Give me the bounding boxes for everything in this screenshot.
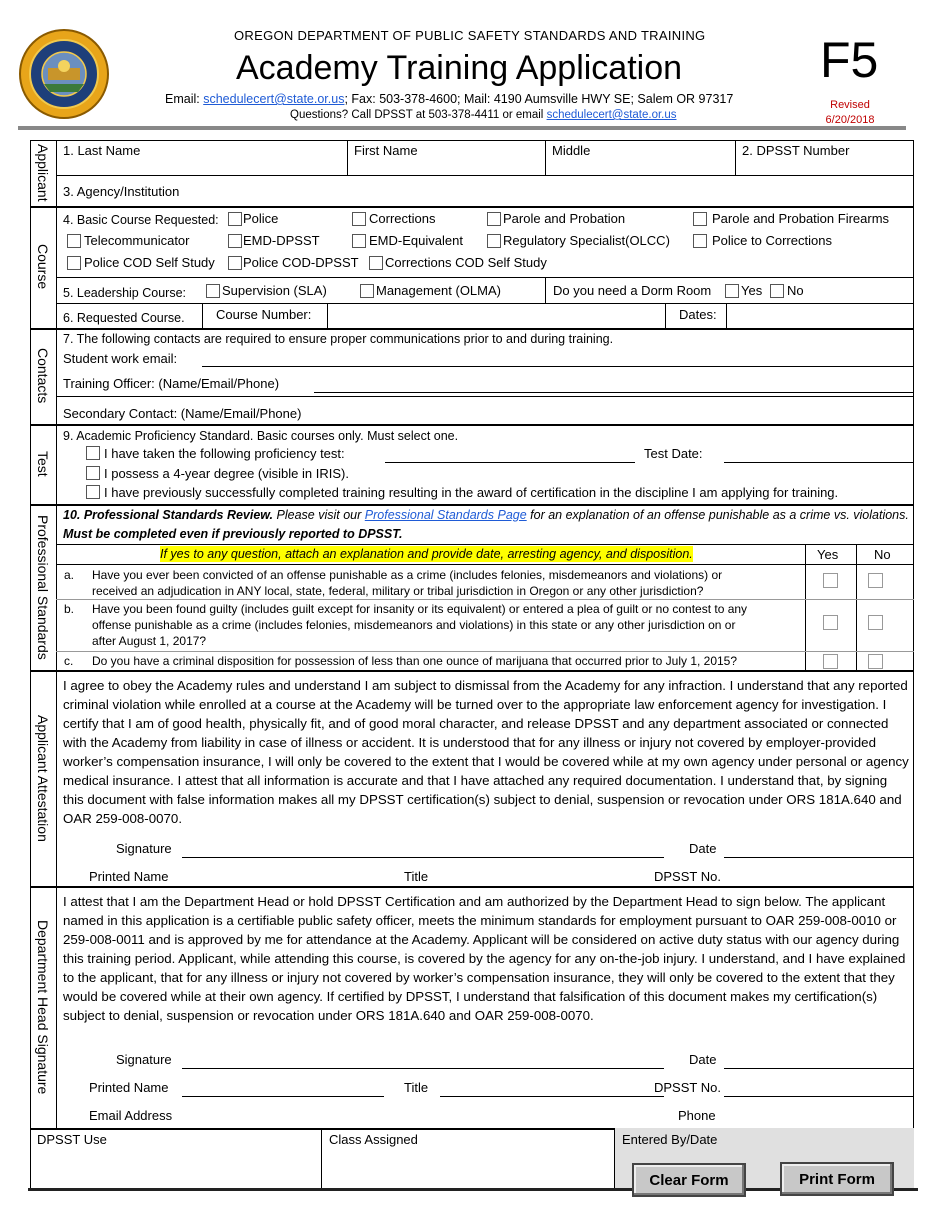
telecommunicator-checkbox[interactable] bbox=[67, 234, 81, 248]
police-label: Police bbox=[243, 211, 279, 226]
question-a-text-1: Have you ever been convicted of an offense punishable as a crime (includes felonies, misdemeanors and violations) or bbox=[92, 568, 723, 582]
corrections-label: Corrections bbox=[369, 211, 436, 226]
prior-certification-checkbox[interactable] bbox=[86, 485, 100, 499]
middle-name-label: Middle bbox=[552, 143, 591, 158]
proficiency-test-label: I have taken the following proficiency test: bbox=[104, 446, 345, 461]
section-department-head: Department Head Signature bbox=[30, 886, 57, 1128]
applicant-printed-name-label: Printed Name bbox=[89, 869, 169, 884]
police-to-corrections-label: Police to Corrections bbox=[712, 233, 832, 248]
dpsst-number-input[interactable] bbox=[742, 158, 914, 173]
question-b-text-3: after August 1, 2017? bbox=[92, 634, 207, 648]
applicant-dpsst-no-label: DPSST No. bbox=[654, 869, 721, 884]
must-complete-note: Must be completed even if previously reported to DPSST. bbox=[63, 527, 403, 541]
entered-by-label: Entered By/Date bbox=[622, 1132, 718, 1147]
dept-signature-label: Signature bbox=[116, 1052, 172, 1067]
question-a-yes-checkbox[interactable] bbox=[823, 573, 838, 588]
email-label: Email: bbox=[165, 92, 200, 106]
applicant-signature-label: Signature bbox=[116, 841, 172, 856]
dpsst-use-label: DPSST Use bbox=[37, 1132, 107, 1147]
question-b-text-2: offense punishable as a crime (includes felonies, misdemeanors and violations) in this state or any other jurisdiction on or bbox=[92, 618, 736, 632]
corrections-cod-self-study-label: Corrections COD Self Study bbox=[385, 255, 547, 270]
dates-label: Dates: bbox=[679, 307, 717, 322]
secondary-contact-input[interactable] bbox=[330, 405, 909, 421]
applicant-date-label: Date bbox=[689, 841, 717, 856]
emd-equivalent-checkbox[interactable] bbox=[352, 234, 366, 248]
parole-firearms-label: Parole and Probation Firearms bbox=[712, 211, 890, 226]
telecommunicator-label: Telecommunicator bbox=[84, 233, 190, 248]
last-name-input[interactable] bbox=[63, 158, 347, 173]
corrections-cod-self-study-checkbox[interactable] bbox=[369, 256, 383, 270]
leadership-course-label: 5. Leadership Course: bbox=[63, 286, 186, 300]
test-date-label: Test Date: bbox=[644, 446, 703, 461]
question-a-no-checkbox[interactable] bbox=[868, 573, 883, 588]
management-checkbox[interactable] bbox=[360, 284, 374, 298]
highlight-instruction: If yes to any question, attach an explanation and provide date, arresting agency, and disposition. bbox=[160, 547, 693, 561]
management-label: Management (OLMA) bbox=[376, 283, 501, 298]
police-cod-dpsst-checkbox[interactable] bbox=[228, 256, 242, 270]
dept-dpsst-no-input[interactable] bbox=[726, 1079, 914, 1095]
middle-name-input[interactable] bbox=[552, 158, 734, 173]
section-test: Test bbox=[30, 424, 57, 504]
proficiency-intro: 9. Academic Proficiency Standard. Basic courses only. Must select one. bbox=[63, 429, 459, 443]
clear-form-button[interactable]: Clear Form bbox=[632, 1163, 746, 1197]
regulatory-specialist-checkbox[interactable] bbox=[487, 234, 501, 248]
question-b-letter: b. bbox=[64, 602, 75, 616]
dpsst-seal-logo bbox=[18, 26, 110, 122]
question-a-letter: a. bbox=[64, 568, 75, 582]
applicant-signature-input[interactable] bbox=[184, 840, 664, 856]
four-year-degree-checkbox[interactable] bbox=[86, 466, 100, 480]
dorm-no-checkbox[interactable] bbox=[770, 284, 784, 298]
emd-equivalent-label: EMD-Equivalent bbox=[369, 233, 463, 248]
revised-date: 6/20/2018 bbox=[825, 114, 875, 126]
test-date-input[interactable] bbox=[726, 445, 914, 461]
section-course: Course bbox=[30, 206, 57, 328]
dept-printed-name-label: Printed Name bbox=[89, 1080, 169, 1095]
contact-line bbox=[165, 91, 733, 107]
dept-dpsst-no-label: DPSST No. bbox=[654, 1080, 721, 1095]
supervision-checkbox[interactable] bbox=[206, 284, 220, 298]
proficiency-test-checkbox[interactable] bbox=[86, 446, 100, 460]
agency-name: OREGON DEPARTMENT OF PUBLIC SAFETY STANDARDS AND TRAINING bbox=[234, 28, 706, 43]
proficiency-test-input[interactable] bbox=[387, 445, 636, 461]
attestation-text: I agree to obey the Academy rules and understand I am subject to dismissal from the Academy for any infraction. I understand that any reported criminal violation while enrolled at a course at the Academy will be turned over to the appropriate law enforcement agency for investigation. I certify that I am of good health, physically fit, and of good moral character, and release DPSST and any department associated or connected with the Academy from liability in case of illness or accident. It is understood that for any illness or injury not covered by employer-provided worker’s compensation insurance, I will only be covered to the extent that I would be covered while at my own agency under personal or agency medical insurance. I attest that all information is accurate and that I have attached any required documentation. I understand that, by signing this document with false information makes all my DPSST certification(s) subject to denial, suspension or revocation under ORS 181A.640 and OAR 259-008-0070. bbox=[63, 678, 909, 826]
question-b-text-1: Have you been found guilty (includes guilt except for insanity or its equivalent) or entered a plea of guilt or no contest to any bbox=[92, 602, 748, 616]
secondary-contact-label: Secondary Contact: (Name/Email/Phone) bbox=[63, 406, 302, 421]
police-cod-dpsst-label: Police COD-DPSST bbox=[243, 255, 359, 270]
police-cod-self-study-label: Police COD Self Study bbox=[84, 255, 215, 270]
dept-date-input[interactable] bbox=[726, 1051, 914, 1067]
dept-phone-input[interactable] bbox=[726, 1107, 914, 1123]
question-b-yes-checkbox[interactable] bbox=[823, 615, 838, 630]
question-c-text-1: Do you have a criminal disposition for possession of less than one ounce of marijuana that occurred prior to July 1, 2015? bbox=[92, 654, 738, 668]
emd-dpsst-checkbox[interactable] bbox=[228, 234, 242, 248]
parole-probation-label: Parole and Probation bbox=[503, 211, 626, 226]
revised-label: Revised bbox=[830, 99, 870, 111]
dpsst-number-label: 2. DPSST Number bbox=[742, 143, 850, 158]
contacts-intro: 7. The following contacts are required to ensure proper communications prior to and during training. bbox=[63, 332, 614, 346]
no-column-header: No bbox=[874, 547, 891, 562]
header-rule bbox=[18, 126, 906, 130]
dept-date-label: Date bbox=[689, 1052, 717, 1067]
professional-standards-link[interactable]: Professional Standards Page bbox=[364, 508, 527, 522]
first-name-input[interactable] bbox=[354, 158, 544, 173]
applicant-title-label: Title bbox=[404, 869, 429, 884]
dorm-yes-label: Yes bbox=[741, 283, 763, 298]
fax-mail-info: ; Fax: 503-378-4600; Mail: 4190 Aumsville HWY SE; Salem OR 97317 bbox=[344, 92, 734, 106]
training-officer-label: Training Officer: (Name/Email/Phone) bbox=[63, 376, 280, 391]
dorm-yes-checkbox[interactable] bbox=[725, 284, 739, 298]
police-to-corrections-checkbox[interactable] bbox=[693, 234, 707, 248]
student-email-input[interactable] bbox=[204, 349, 908, 365]
question-a-text-2: received an adjudication in ANY local, state, federal, military or tribal jurisdiction in Oregon or any other jurisdiction? bbox=[92, 584, 704, 598]
questions-text: Questions? Call DPSST at 503-378-4411 or email bbox=[290, 109, 544, 121]
course-number-label: Course Number: bbox=[216, 307, 312, 322]
dept-email-label: Email Address bbox=[89, 1108, 173, 1123]
basic-course-label: 4. Basic Course Requested: bbox=[63, 213, 219, 227]
question-c-no-checkbox[interactable] bbox=[868, 654, 883, 669]
yes-column-header: Yes bbox=[817, 547, 839, 562]
requested-course-label: 6. Requested Course. bbox=[63, 311, 185, 325]
dept-phone-label: Phone bbox=[678, 1108, 716, 1123]
print-form-button[interactable]: Print Form bbox=[780, 1162, 894, 1196]
last-name-label: 1. Last Name bbox=[63, 143, 141, 158]
parole-probation-checkbox[interactable] bbox=[487, 212, 501, 226]
dorm-no-label: No bbox=[787, 283, 804, 298]
student-email-label: Student work email: bbox=[63, 351, 178, 366]
dept-email-input[interactable] bbox=[184, 1107, 658, 1123]
section-applicant: Applicant bbox=[30, 140, 57, 206]
emd-dpsst-label: EMD-DPSST bbox=[243, 233, 320, 248]
dept-printed-name-input[interactable] bbox=[184, 1079, 384, 1095]
regulatory-specialist-label: Regulatory Specialist(OLCC) bbox=[503, 233, 670, 248]
page-title: Academy Training Application bbox=[236, 49, 683, 87]
question-c-yes-checkbox[interactable] bbox=[823, 654, 838, 669]
section-professional-standards: Professional Standards bbox=[30, 504, 57, 670]
police-checkbox[interactable] bbox=[228, 212, 242, 226]
form-id: F5 bbox=[820, 32, 879, 88]
section-contacts: Contacts bbox=[30, 328, 57, 424]
supervision-label: Supervision (SLA) bbox=[222, 283, 327, 298]
applicant-date-input[interactable] bbox=[726, 840, 914, 856]
question-c-letter: c. bbox=[64, 654, 74, 668]
professional-intro-rest: for an explanation of an offense punishable as a crime vs. violations. bbox=[526, 508, 909, 522]
professional-intro-text: Please visit our bbox=[273, 508, 365, 522]
section-applicant-attestation: Applicant Attestation bbox=[30, 670, 57, 886]
department-head-text: I attest that I am the Department Head or hold DPSST Certification and am authorized by the Department Head to sign below. The applicant named in this application is a certifiable public safety officer, meets the minimum standards for employment pursuant to OAR 259-008-0010 or 259-008-0011 and is approved by me for attendance at the Academy. Applicant will be considered on active duty status with our agency during this training period. Applicant, while attending this course, is covered by the agency for any on-the-job injury. I understand, and I have explained to the applicant, that for any illness or injury not covered by worker’s compensation insurance, they will only be covered to the extent that they would be covered while at their own agency. If certified by DPSST, I understand that falsification of this document makes my certification(s) subject to denial, suspension or revocation under ORS 181A.640 and OAR 259-008-0070. bbox=[63, 894, 906, 1023]
corrections-checkbox[interactable] bbox=[352, 212, 366, 226]
dept-signature-input[interactable] bbox=[184, 1051, 664, 1067]
police-cod-self-study-checkbox[interactable] bbox=[67, 256, 81, 270]
header-email-link[interactable]: schedulecert@state.or.us bbox=[203, 92, 345, 106]
course-dates-input[interactable] bbox=[730, 307, 914, 324]
questions-line bbox=[290, 107, 677, 123]
dorm-room-question: Do you need a Dorm Room bbox=[553, 283, 712, 298]
professional-intro-title: 10. Professional Standards Review. bbox=[63, 508, 274, 522]
question-b-no-checkbox[interactable] bbox=[868, 615, 883, 630]
agency-institution-label: 3. Agency/Institution bbox=[63, 184, 180, 199]
training-officer-input[interactable] bbox=[316, 375, 910, 391]
parole-firearms-checkbox[interactable] bbox=[693, 212, 707, 226]
class-assigned-label: Class Assigned bbox=[329, 1132, 418, 1147]
course-number-input[interactable] bbox=[330, 307, 664, 324]
first-name-label: First Name bbox=[354, 143, 418, 158]
dept-title-input[interactable] bbox=[442, 1079, 664, 1095]
prior-certification-label: I have previously successfully completed training resulting in the award of certification in the discipline I am applying for training. bbox=[104, 485, 839, 500]
four-year-degree-label: I possess a 4-year degree (visible in IRIS). bbox=[104, 466, 349, 481]
questions-email-link[interactable]: schedulecert@state.or.us bbox=[546, 109, 677, 121]
dept-title-label: Title bbox=[404, 1080, 429, 1095]
professional-intro bbox=[63, 507, 909, 523]
agency-institution-input[interactable] bbox=[190, 183, 909, 200]
